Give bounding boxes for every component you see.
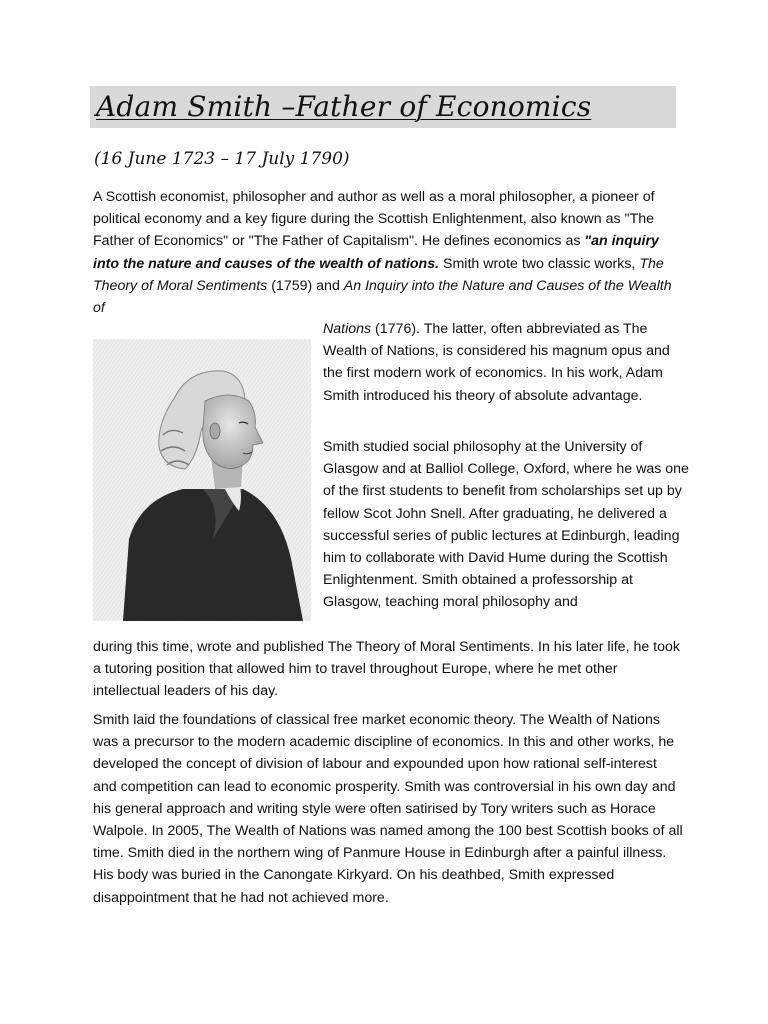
intro-text: A Scottish economist, philosopher and author as well as a moral philosopher, a pioneer of political economy and a key figure during the Scottish Enlightenment, also known as "The Father of Economics" or "The Father of Capitalism". He defines economics as xyxy=(93,189,655,250)
book1-year-text: (1759) and xyxy=(267,277,344,294)
adam-smith-portrait xyxy=(93,339,311,621)
intro-paragraph xyxy=(93,186,681,319)
works-intro-text: Smith wrote two classic works, xyxy=(439,255,640,272)
education-paragraph: Smith studied social philosophy at the University of Glasgow and at Balliol College, Oxford, where he was one of the first students to benefit from scholarships set up by fellow Scot John Snell. After graduating, he delivered a successful series of public lectures at Edinburgh, leading him to collaborate with David Hume during the Scottish Enlightenment. Smith obtained a professorship at Glasgow, teaching moral philosophy and xyxy=(323,439,689,611)
portrait-engraving xyxy=(93,339,311,621)
book-title-wealth-of-nations: An Inquiry into the Nature and Causes of the Wealth of xyxy=(93,277,672,317)
education-paragraph-continued: during this time, wrote and published The Theory of Moral Sentiments. In his later life, he took a tutoring position that allowed him to travel throughout Europe, where he met other intellectual leaders of his day. xyxy=(93,639,680,700)
legacy-paragraph: Smith laid the foundations of classical free market economic theory. The Wealth of Nations was a precursor to the modern academic discipline of economics. In this and other works, he developed the concept of division of labour and expounded upon how rational self-interest and competition can lead to economic prosperity. Smith was controversial in his own day and his general approach and writing style were often satirised by Tory writers such as Horace Walpole. In 2005, The Wealth of Nations was named among the 100 best Scottish books of all time. Smith died in the northern wing of Panmure House in Edinburgh after a painful illness. His body was buried in the Canongate Kirkyard. On his deathbed, Smith expressed disappointment that he had not achieved more. xyxy=(93,712,683,906)
intro-paragraph-continued xyxy=(323,318,693,407)
intro-continuation-text: (1776). The latter, often abbreviated as The Wealth of Nations, is considered his magnum opus and the first modern work of economics. In his work, Adam Smith introduced his theory of absolute advantage. xyxy=(323,321,670,404)
page-title: Adam Smith –Father of Economics xyxy=(96,90,592,123)
economics-definition: "an inquiry into the nature and causes of the wealth of nations. xyxy=(93,233,659,272)
book-title-wealth-of-nations-end: Nations xyxy=(323,321,372,337)
book-title-moral-sentiments: The Theory of Moral Sentiments xyxy=(93,255,664,294)
life-dates: (16 June 1723 – 17 July 1790) xyxy=(94,149,350,169)
